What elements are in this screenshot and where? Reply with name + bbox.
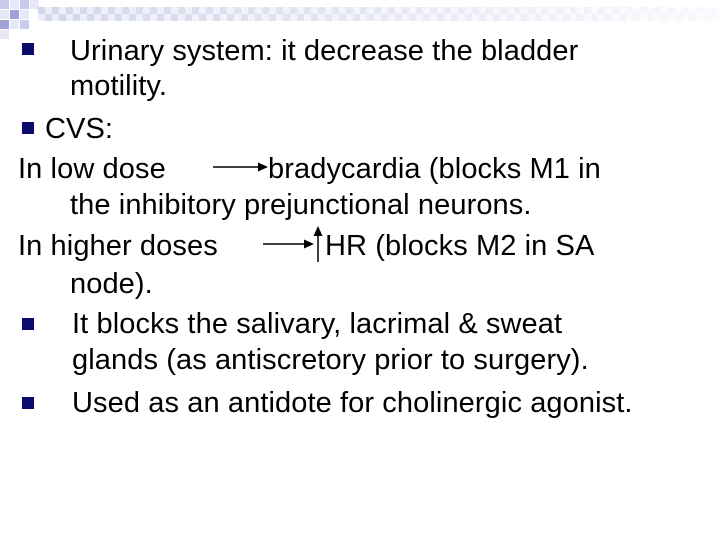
bullet-icon xyxy=(22,397,34,409)
deco-gradient-bar xyxy=(38,7,720,21)
deco-square xyxy=(0,10,9,19)
deco-square xyxy=(20,20,29,29)
bullet-icon xyxy=(22,43,34,55)
bullet-icon xyxy=(22,318,34,330)
right-arrow-icon xyxy=(262,237,314,251)
right-arrow-icon xyxy=(212,160,268,174)
continuation-text: glands (as antiscretory prior to surgery). xyxy=(72,344,589,376)
continuation-text: node). xyxy=(70,268,153,300)
plain-text: HR (blocks M2 in SA xyxy=(325,230,595,262)
continuation-text: the inhibitory prejunctional neurons. xyxy=(70,189,532,221)
bullet-icon xyxy=(22,122,34,134)
deco-square xyxy=(10,0,19,9)
deco-square xyxy=(20,0,29,9)
plain-text: In low dose xyxy=(18,153,166,185)
bullet-text: Urinary system: it decrease the bladder xyxy=(70,35,579,67)
bullet-text: Used as an antidote for cholinergic agonist. xyxy=(72,387,633,419)
deco-square xyxy=(10,10,19,19)
up-arrow-icon xyxy=(311,226,325,262)
deco-square xyxy=(0,20,9,29)
deco-square xyxy=(20,10,29,19)
plain-text: bradycardia (blocks M1 in xyxy=(268,153,601,185)
bullet-text: It blocks the salivary, lacrimal & sweat xyxy=(72,308,563,340)
deco-square xyxy=(0,30,9,39)
plain-text: In higher doses xyxy=(18,230,218,262)
continuation-text: motility. xyxy=(70,70,168,102)
deco-square xyxy=(10,20,19,29)
bullet-text: CVS: xyxy=(45,113,114,145)
deco-square xyxy=(0,0,9,9)
